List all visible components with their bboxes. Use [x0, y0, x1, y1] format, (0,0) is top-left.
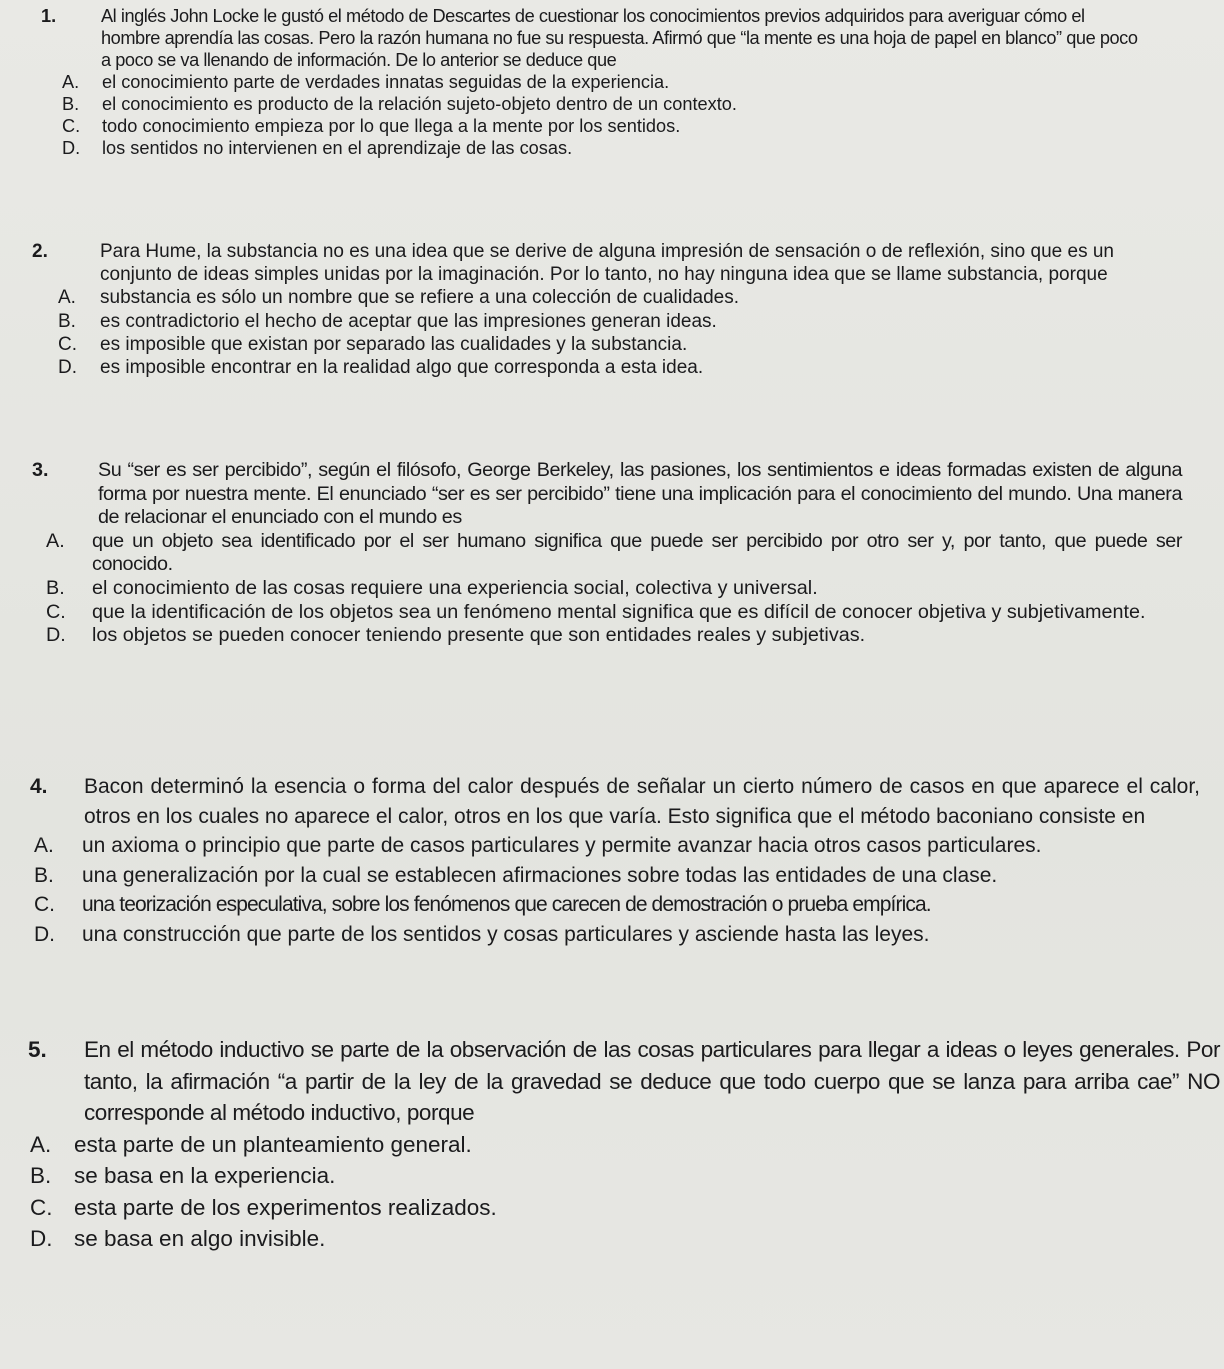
option-letter: C. — [30, 1194, 53, 1220]
question-number: 3. — [32, 459, 49, 481]
option-letter: D. — [46, 624, 66, 647]
question-text: Para Hume, la substancia no es una idea que se derive de alguna impresión de sensación o de reflexión, sino que es un conjunto de ideas simples unidas por la imaginación. Por lo tanto, no hay ninguna idea que se llame substancia, porque — [100, 241, 1114, 286]
option-text: un axioma o principio que parte de casos particulares y permite avanzar hacia otros casos particulares. — [82, 834, 1042, 857]
option-b[interactable] — [30, 1160, 1220, 1192]
question-text: Al inglés John Locke le gustó el método de Descartes de cuestionar los conocimientos previos adquiridos para averiguar cómo el hombre aprendía las cosas. Pero la razón humana no fue su respuesta. Afirmó que “la mente es una hoja de papel en blanco” que poco a poco se va llenando de información. De lo anterior se deduce que — [101, 6, 1138, 70]
option-text: los sentidos no intervienen en el aprendizaje de las cosas. — [102, 138, 573, 158]
option-d[interactable] — [62, 137, 1148, 159]
question-stem — [30, 772, 1200, 831]
option-letter: B. — [62, 94, 80, 114]
option-letter: C. — [46, 600, 66, 623]
question-stem — [32, 240, 1160, 286]
option-b[interactable] — [58, 310, 1160, 333]
question-4 — [30, 772, 1200, 949]
answer-options — [30, 831, 1200, 949]
question-text: Su “ser es ser percibido”, según el filósofo, George Berkeley, las pasiones, los sentimientos e ideas formadas existen de alguna forma por nuestra mente. El enunciado “ser es ser percibido” tiene una implicación para el conocimiento del mundo. Una manera de relacionar el enunciado con el mundo es — [98, 459, 1182, 529]
option-b[interactable] — [46, 577, 1182, 601]
option-letter: C. — [58, 333, 77, 355]
option-letter: A. — [34, 834, 54, 857]
answer-options — [32, 530, 1182, 648]
option-letter: B. — [46, 576, 65, 599]
option-b[interactable] — [62, 93, 1148, 115]
option-d[interactable] — [58, 356, 1160, 379]
option-c[interactable] — [30, 1192, 1220, 1224]
option-text: es imposible encontrar en la realidad algo que corresponda a esta idea. — [100, 357, 704, 379]
option-letter: A. — [30, 1131, 52, 1157]
option-a[interactable] — [30, 1129, 1220, 1161]
option-d[interactable] — [34, 920, 1200, 950]
option-letter: C. — [34, 893, 55, 916]
option-text: que la identificación de los objetos sea un fenómeno mental significa que es difícil de conocer objetiva y subjetivamente. — [92, 600, 1146, 623]
question-5 — [28, 1034, 1220, 1255]
option-letter: D. — [30, 1226, 53, 1251]
option-text: substancia es sólo un nombre que se refiere a una colección de cualidades. — [100, 287, 740, 309]
question-stem — [38, 5, 1148, 71]
option-text: es contradictorio el hecho de aceptar que las impresiones generan ideas. — [100, 310, 717, 332]
option-text: una generalización por la cual se establecen afirmaciones sobre todas las entidades de una clase. — [82, 863, 998, 887]
option-letter: B. — [58, 310, 76, 332]
question-number: 4. — [30, 775, 48, 798]
option-text: todo conocimiento empieza por lo que llega a la mente por los sentidos. — [102, 116, 681, 136]
option-d[interactable] — [30, 1223, 1220, 1255]
option-text: el conocimiento es producto de la relación sujeto-objeto dentro de un contexto. — [102, 94, 737, 114]
answer-options — [32, 286, 1160, 379]
question-stem — [32, 459, 1182, 530]
option-letter: D. — [62, 138, 81, 158]
option-text: una construcción que parte de los sentidos y cosas particulares y asciende hasta las leyes. — [82, 922, 930, 946]
option-text: esta parte de los experimentos realizados. — [74, 1194, 497, 1220]
option-letter: D. — [58, 357, 77, 379]
option-text: es imposible que existan por separado las cualidades y la substancia. — [100, 333, 688, 355]
question-1 — [38, 5, 1148, 159]
option-text: que un objeto sea identificado por el ser humano significa que puede ser percibido por otro ser y, por tanto, que puede ser conocido. — [92, 529, 1182, 576]
option-letter: B. — [30, 1163, 52, 1188]
option-c[interactable] — [58, 333, 1160, 356]
question-text: En el método inductivo se parte de la observación de las cosas particulares para llegar a ideas o leyes generales. Por tanto, la afirmación “a partir de la ley de la gravedad se deduce que todo cuerpo que se lanza para arriba cae” NO corresponde al método inductivo, porque — [84, 1037, 1220, 1125]
question-text: Bacon determinó la esencia o forma del calor después de señalar un cierto número de casos en que aparece el calor, otros en los cuales no aparece el calor, otros en los que varía. Esto significa que el método baconiano consiste en — [84, 775, 1200, 828]
question-2 — [32, 240, 1160, 379]
answer-options — [38, 71, 1148, 159]
question-number: 2. — [32, 241, 48, 262]
option-c[interactable] — [62, 115, 1148, 137]
option-c[interactable] — [34, 890, 1200, 920]
option-text: esta parte de un planteamiento general. — [74, 1131, 472, 1157]
option-a[interactable] — [34, 831, 1200, 861]
option-a[interactable] — [46, 530, 1182, 577]
option-letter: D. — [34, 922, 55, 946]
option-letter: A. — [46, 529, 65, 552]
option-letter: A. — [62, 72, 80, 92]
option-text: se basa en la experiencia. — [74, 1163, 336, 1188]
option-text: los objetos se pueden conocer teniendo presente que son entidades reales y subjetivas. — [92, 624, 866, 647]
option-text: una teorización especulativa, sobre los fenómenos que carecen de demostración o prueba empírica. — [82, 893, 931, 916]
question-number: 5. — [28, 1037, 47, 1062]
option-a[interactable] — [62, 71, 1148, 93]
option-text: el conocimiento de las cosas requiere una experiencia social, colectiva y universal. — [92, 576, 818, 599]
option-letter: C. — [62, 116, 81, 136]
option-a[interactable] — [58, 286, 1160, 309]
answer-options — [28, 1129, 1220, 1255]
option-letter: B. — [34, 863, 54, 887]
question-stem — [28, 1034, 1220, 1129]
option-text: se basa en algo invisible. — [74, 1226, 326, 1251]
option-letter: A. — [58, 287, 76, 309]
option-c[interactable] — [46, 601, 1182, 625]
question-number: 1. — [41, 6, 57, 26]
question-3 — [32, 459, 1182, 648]
option-d[interactable] — [46, 624, 1182, 648]
option-b[interactable] — [34, 861, 1200, 891]
option-text: el conocimiento parte de verdades innatas seguidas de la experiencia. — [102, 72, 670, 92]
